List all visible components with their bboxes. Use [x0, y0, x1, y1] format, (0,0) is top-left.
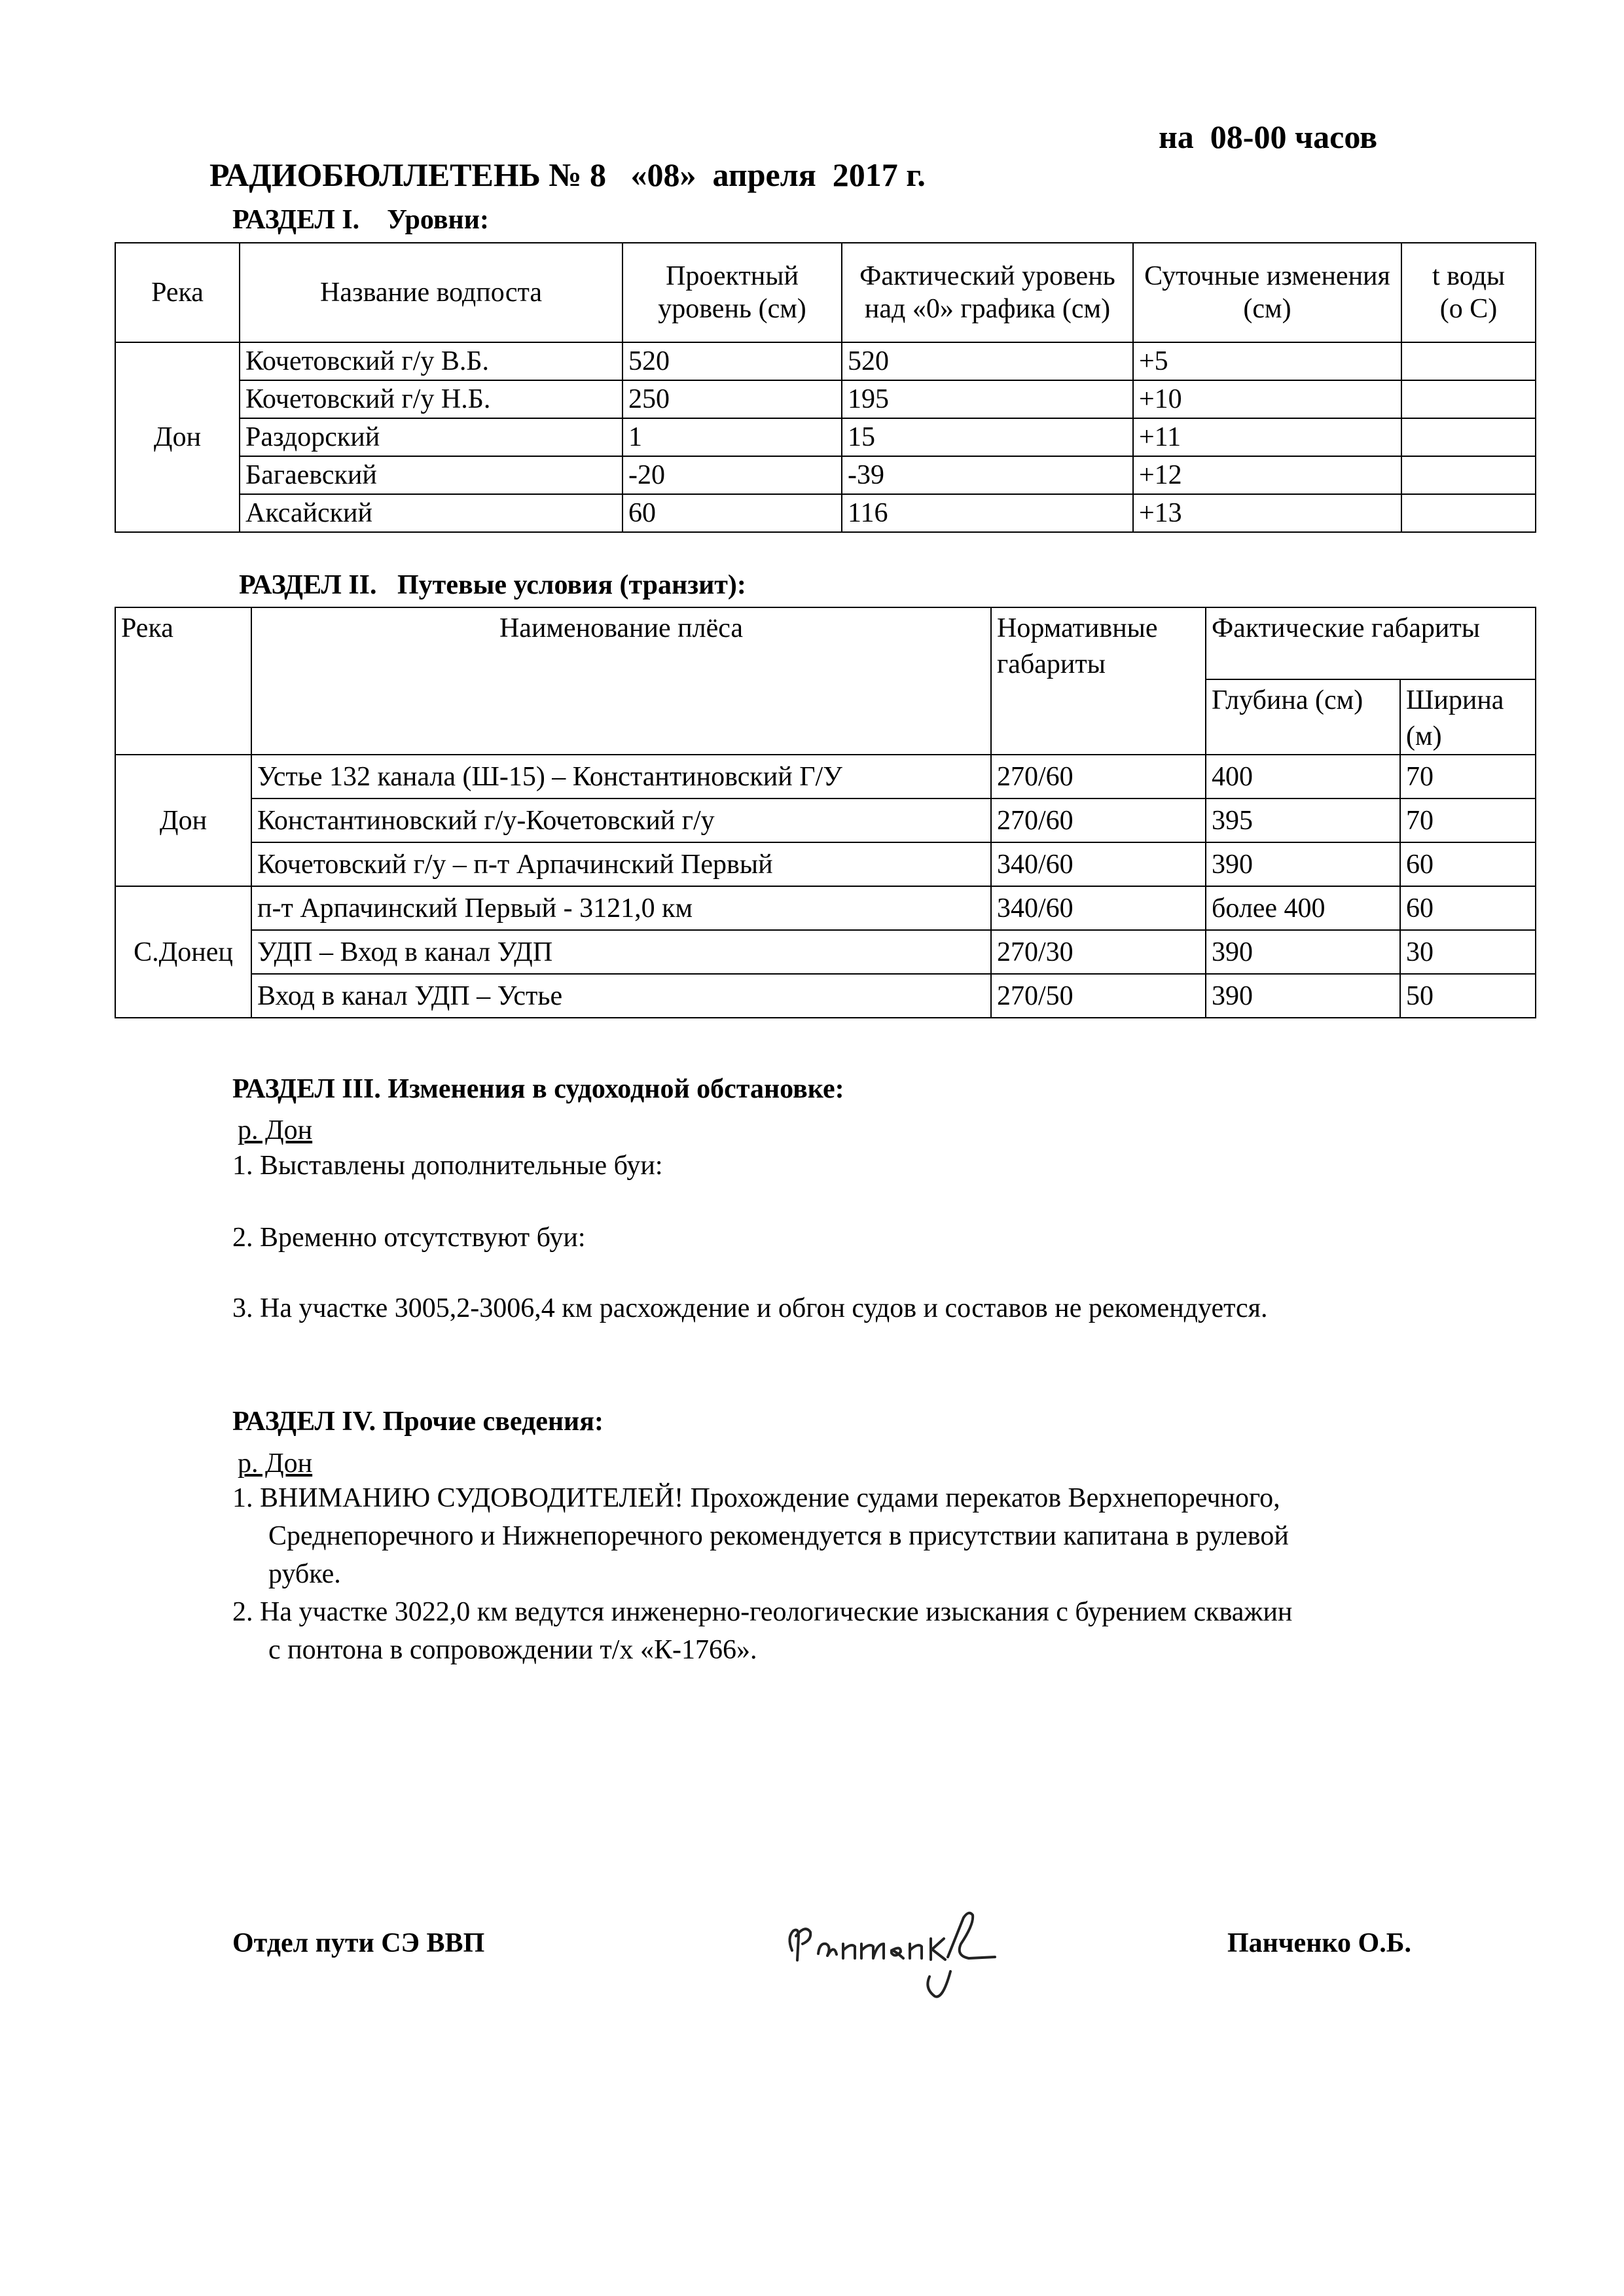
river-cell: С.Донец: [115, 886, 251, 1018]
width-cell: 60: [1400, 842, 1536, 886]
actual-cell: 195: [842, 380, 1133, 418]
col-daily-change: Суточные изменения (см): [1133, 243, 1401, 342]
station-cell: Кочетовский г/у В.Б.: [240, 342, 623, 380]
table-row: [115, 342, 1536, 380]
actual-cell: 15: [842, 418, 1133, 456]
width-cell: 70: [1400, 755, 1536, 798]
col-water-temp: [1401, 243, 1536, 342]
reach-cell: Вход в канал УДП – Устье: [251, 974, 991, 1018]
table-row: [115, 380, 1536, 418]
width-cell: 50: [1400, 974, 1536, 1018]
temp-cell: [1401, 342, 1536, 380]
reach-cell: УДП – Вход в канал УДП: [251, 930, 991, 974]
temp-cell: [1401, 456, 1536, 494]
change-cell: +11: [1133, 418, 1401, 456]
bulletin-time: на 08-00 часов: [1159, 118, 1378, 155]
station-cell: Раздорский: [240, 418, 623, 456]
temp-cell: [1401, 494, 1536, 532]
table-row: [115, 494, 1536, 532]
col-reach-name: Наименование плёса: [251, 607, 991, 755]
section4-item-1-line: Среднепоречного и Нижнепоречного рекомендуется в присутствии капитана в рулевой: [268, 1521, 1289, 1551]
col-river: Река: [115, 607, 251, 755]
change-cell: +10: [1133, 380, 1401, 418]
transit-table: [115, 607, 1536, 1018]
department-label: Отдел пути СЭ ВВП: [232, 1928, 485, 1958]
norm-cell: 270/60: [991, 798, 1206, 842]
design-cell: 1: [623, 418, 842, 456]
design-cell: 520: [623, 342, 842, 380]
river-cell: Дон: [115, 755, 251, 886]
section4-heading: РАЗДЕЛ IV. Прочие сведения:: [232, 1407, 604, 1437]
design-cell: 60: [623, 494, 842, 532]
actual-cell: -39: [842, 456, 1133, 494]
table-row: [115, 456, 1536, 494]
reach-cell: Устье 132 канала (Ш-15) – Константиновский Г/У: [251, 755, 991, 798]
col-water-temp-label: t воды: [1432, 260, 1506, 291]
depth-cell: 400: [1206, 755, 1400, 798]
reach-cell: Константиновский г/у-Кочетовский г/у: [251, 798, 991, 842]
levels-table: [115, 242, 1536, 533]
change-cell: +5: [1133, 342, 1401, 380]
depth-cell: 395: [1206, 798, 1400, 842]
design-cell: 250: [623, 380, 842, 418]
norm-cell: 340/60: [991, 842, 1206, 886]
col-actual-level: Фактический уровень над «0» графика (см): [842, 243, 1133, 342]
width-cell: 70: [1400, 798, 1536, 842]
col-norm-dims: Нормативные габариты: [991, 607, 1206, 755]
section4-river: р. Дон: [238, 1448, 313, 1479]
table-row: [115, 930, 1536, 974]
section2-heading: РАЗДЕЛ II. Путевые условия (транзит):: [239, 570, 746, 600]
section1-heading: РАЗДЕЛ I. Уровни:: [232, 205, 489, 235]
depth-cell: более 400: [1206, 886, 1400, 930]
handwritten-signature: [779, 1898, 1028, 2016]
depth-cell: 390: [1206, 842, 1400, 886]
section4-item-2-line: 2. На участке 3022,0 км ведутся инженерно-геологические изыскания с бурением скважин: [232, 1597, 1293, 1627]
col-station: Название водпоста: [240, 243, 623, 342]
depth-cell: 390: [1206, 930, 1400, 974]
col-width: Ширина (м): [1400, 679, 1536, 755]
norm-cell: 270/60: [991, 755, 1206, 798]
section3-item-1: 1. Выставлены дополнительные буи:: [232, 1151, 663, 1181]
section4-item-1: [232, 1479, 1289, 1593]
col-actual-dims: Фактические габариты: [1206, 607, 1536, 679]
change-cell: +12: [1133, 456, 1401, 494]
section4-item-2-line: с понтона в сопровождении т/х «К-1766».: [268, 1635, 757, 1665]
col-water-temp-unit: (о С): [1439, 294, 1498, 324]
reach-cell: Кочетовский г/у – п-т Арпачинский Первый: [251, 842, 991, 886]
section3-heading: РАЗДЕЛ III. Изменения в судоходной обстановке:: [232, 1074, 844, 1104]
table-row: [115, 755, 1536, 798]
width-cell: 30: [1400, 930, 1536, 974]
norm-cell: 340/60: [991, 886, 1206, 930]
section4-item-2: [232, 1593, 1292, 1669]
design-cell: -20: [623, 456, 842, 494]
norm-cell: 270/50: [991, 974, 1206, 1018]
title-text: РАДИОБЮЛЛЕТЕНЬ № 8 «08» апреля 2017 г.: [209, 156, 926, 193]
table-row: [115, 842, 1536, 886]
table-row: [115, 974, 1536, 1018]
section3-item-2: 2. Временно отсутствуют буи:: [232, 1223, 586, 1253]
change-cell: +13: [1133, 494, 1401, 532]
station-cell: Кочетовский г/у Н.Б.: [240, 380, 623, 418]
col-depth: Глубина (см): [1206, 679, 1400, 755]
depth-cell: 390: [1206, 974, 1400, 1018]
norm-cell: 270/30: [991, 930, 1206, 974]
table-row: [115, 886, 1536, 930]
col-river: Река: [115, 243, 240, 342]
reach-cell: п-т Арпачинский Первый - 3121,0 км: [251, 886, 991, 930]
col-design-level: Проектный уровень (см): [623, 243, 842, 342]
station-cell: Аксайский: [240, 494, 623, 532]
temp-cell: [1401, 418, 1536, 456]
table-row: [115, 418, 1536, 456]
signer-name: Панченко О.Б.: [1227, 1928, 1411, 1958]
section4-item-1-line: рубке.: [268, 1559, 341, 1589]
temp-cell: [1401, 380, 1536, 418]
actual-cell: 116: [842, 494, 1133, 532]
section3-item-3: 3. На участке 3005,2-3006,4 км расхождение и обгон судов и составов не рекомендуется.: [232, 1293, 1268, 1323]
section4-item-1-line: 1. ВНИМАНИЮ СУДОВОДИТЕЛЕЙ! Прохождение судами перекатов Верхнепоречного,: [232, 1483, 1280, 1513]
width-cell: 60: [1400, 886, 1536, 930]
table-row: [115, 798, 1536, 842]
section3-river: р. Дон: [238, 1115, 313, 1145]
river-cell: Дон: [115, 342, 240, 532]
station-cell: Багаевский: [240, 456, 623, 494]
actual-cell: 520: [842, 342, 1133, 380]
